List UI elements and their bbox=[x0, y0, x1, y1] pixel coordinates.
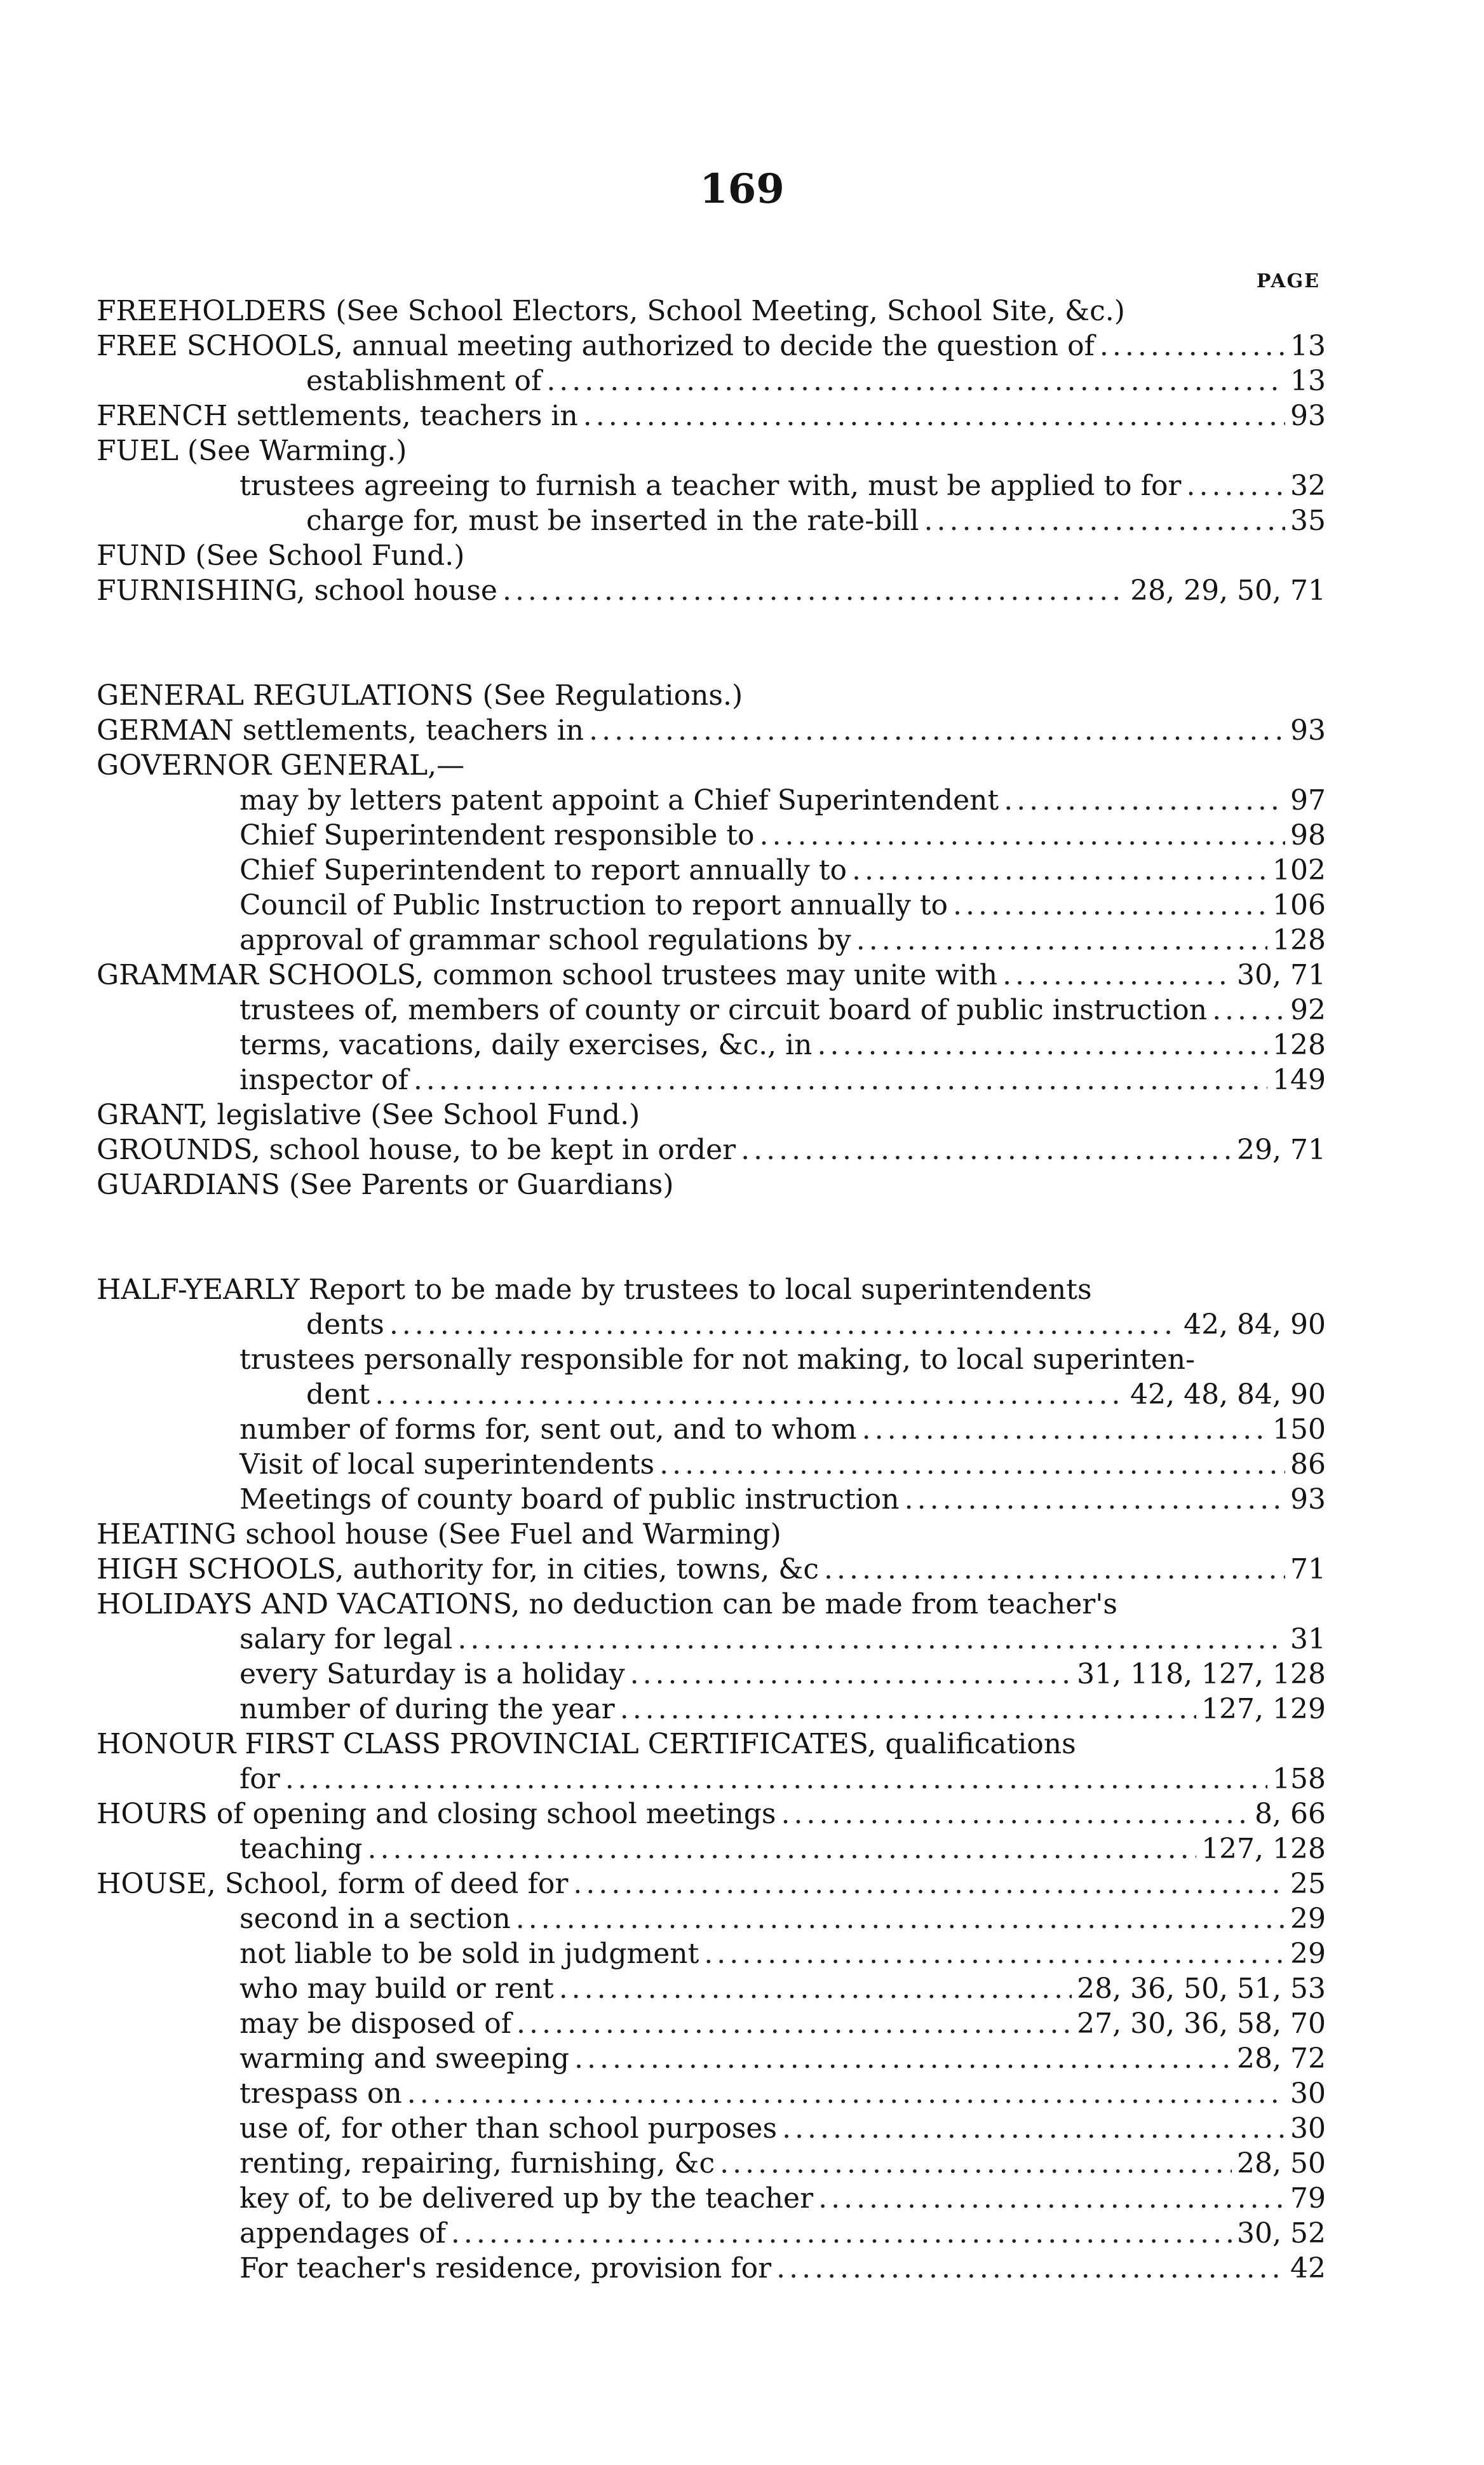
index-entry bbox=[97, 1727, 1326, 1762]
dot-leader bbox=[924, 503, 1286, 538]
index-entry-text: HOLIDAYS AND VACATIONS, no deduction can be made from teacher's bbox=[97, 1588, 1117, 1620]
index-entry-pages: 42 bbox=[1290, 2252, 1326, 2285]
dot-leader bbox=[760, 818, 1285, 853]
index-entry bbox=[97, 468, 1326, 503]
index-entry-pages: 106 bbox=[1272, 889, 1326, 921]
dot-leader bbox=[856, 923, 1267, 958]
index-entry-text: HEATING school house (See Fuel and Warming) bbox=[97, 1518, 781, 1551]
dot-leader bbox=[1186, 468, 1285, 503]
index-entry-text: appendages of bbox=[239, 2217, 446, 2250]
index-entry-text: salary for legal bbox=[239, 1623, 453, 1655]
index-entry-text: key of, to be delivered up by the teacher bbox=[239, 2182, 814, 2215]
dot-leader bbox=[824, 1552, 1285, 1587]
dot-leader bbox=[457, 1622, 1285, 1657]
index-entry-pages: 86 bbox=[1290, 1448, 1326, 1481]
index-entry-pages: 28, 50 bbox=[1237, 2147, 1326, 2180]
index-entry-pages: 28, 72 bbox=[1237, 2042, 1326, 2075]
dot-leader bbox=[862, 1412, 1267, 1447]
index-entry bbox=[97, 1063, 1326, 1097]
index-entry-text: teaching bbox=[239, 1833, 363, 1865]
index-entry-text: FREEHOLDERS (See School Electors, School Meeting, School Site, &c.) bbox=[97, 295, 1125, 327]
index-entry-text: who may build or rent bbox=[239, 1973, 554, 2005]
dot-leader bbox=[818, 1028, 1268, 1063]
index-entry-text: trustees agreeing to furnish a teacher with, must be applied to for bbox=[239, 470, 1182, 502]
index-entry-pages: 102 bbox=[1272, 854, 1326, 886]
index-entry-text: FUEL (See Warming.) bbox=[97, 435, 407, 467]
dot-leader bbox=[516, 2006, 1072, 2041]
index-entry-pages: 13 bbox=[1290, 330, 1326, 362]
index-entry bbox=[97, 1936, 1326, 1971]
index-entry bbox=[97, 748, 1326, 783]
index-entry-text: HALF-YEARLY Report to be made by trustees to local superintendents bbox=[97, 1273, 1092, 1306]
index-entry bbox=[97, 1132, 1326, 1167]
index-entry bbox=[97, 294, 1326, 329]
dot-leader bbox=[559, 1971, 1072, 2006]
index-entry bbox=[97, 398, 1326, 433]
index-entry-pages: 35 bbox=[1290, 505, 1326, 537]
index-entry-pages: 28, 36, 50, 51, 53 bbox=[1077, 1973, 1326, 2005]
index-entry-text: GRAMMAR SCHOOLS, common school trustees may unite with bbox=[97, 959, 998, 991]
index-entry-text: GRANT, legislative (See School Fund.) bbox=[97, 1099, 640, 1131]
dot-leader bbox=[953, 888, 1267, 923]
index-entry-text: GENERAL REGULATIONS (See Regulations.) bbox=[97, 679, 743, 712]
page-number: 169 bbox=[699, 165, 785, 213]
index-entry-text: GUARDIANS (See Parents or Guardians) bbox=[97, 1169, 674, 1201]
dot-leader bbox=[285, 1762, 1267, 1796]
index-entry bbox=[97, 1622, 1326, 1657]
index-entry-pages: 25 bbox=[1290, 1868, 1326, 1900]
dot-leader bbox=[720, 2146, 1232, 2181]
index-entry-pages: 31 bbox=[1290, 1623, 1326, 1655]
index-entry bbox=[97, 2076, 1326, 2111]
index-entry-pages: 29 bbox=[1290, 1903, 1326, 1935]
dot-leader bbox=[368, 1831, 1197, 1866]
index-entry-pages: 97 bbox=[1290, 784, 1326, 817]
dot-leader bbox=[407, 2076, 1285, 2111]
index-entry-text: Chief Superintendent to report annually to bbox=[239, 854, 847, 886]
page-column-header: PAGE bbox=[1256, 270, 1320, 292]
index-entry bbox=[97, 958, 1326, 993]
index-entry-text: Chief Superintendent responsible to bbox=[239, 819, 755, 852]
dot-leader bbox=[375, 1377, 1125, 1412]
index-entry-text: second in a section bbox=[239, 1903, 511, 1935]
index-entry-text: dents bbox=[306, 1308, 384, 1341]
index-entry-text: FRENCH settlements, teachers in bbox=[97, 400, 578, 432]
index-entry bbox=[97, 1377, 1326, 1412]
index-entry-text: may by letters patent appoint a Chief Superintendent bbox=[239, 784, 999, 817]
index-entry-pages: 28, 29, 50, 71 bbox=[1130, 574, 1326, 607]
index-entry-pages: 93 bbox=[1290, 400, 1326, 432]
index-entry-text: establishment of bbox=[306, 365, 542, 397]
index-entry bbox=[97, 2251, 1326, 2286]
index-entry bbox=[97, 2216, 1326, 2251]
index-entry-text: number of during the year bbox=[239, 1693, 615, 1725]
index-entry bbox=[97, 433, 1326, 468]
index-entry-pages: 32 bbox=[1290, 470, 1326, 502]
index-entry bbox=[97, 2111, 1326, 2146]
index-entry bbox=[97, 1762, 1326, 1796]
index-entry-text: warming and sweeping bbox=[239, 2042, 569, 2075]
index-entry-pages: 29, 71 bbox=[1237, 1134, 1326, 1166]
dot-leader bbox=[1100, 329, 1285, 363]
index-entry-pages: 150 bbox=[1272, 1413, 1326, 1446]
index-entry-text: FURNISHING, school house bbox=[97, 574, 497, 607]
dot-leader bbox=[1212, 993, 1285, 1028]
index-entry bbox=[97, 1657, 1326, 1692]
dot-leader bbox=[659, 1447, 1285, 1482]
index-entry-text: For teacher's residence, provision for bbox=[239, 2252, 772, 2285]
index-entry-pages: 79 bbox=[1290, 2182, 1326, 2215]
dot-leader bbox=[546, 363, 1285, 398]
index-entry-pages: 27, 30, 36, 58, 70 bbox=[1077, 2007, 1326, 2040]
index-entry bbox=[97, 329, 1326, 363]
index-entry-text: not liable to be sold in judgment bbox=[239, 1938, 699, 1970]
dot-leader bbox=[704, 1936, 1285, 1971]
index-entry-text: charge for, must be inserted in the rate-bill bbox=[306, 505, 919, 537]
dot-leader bbox=[852, 853, 1267, 888]
dot-leader bbox=[516, 1901, 1285, 1936]
dot-leader bbox=[776, 2251, 1285, 2286]
index-entry-text: HONOUR FIRST CLASS PROVINCIAL CERTIFICATES, qualifications bbox=[97, 1728, 1076, 1760]
index-entry-pages: 127, 129 bbox=[1201, 1693, 1326, 1725]
index-entry-text: Council of Public Instruction to report annually to bbox=[239, 889, 948, 921]
index-entry bbox=[97, 2181, 1326, 2216]
index-entry-text: may be disposed of bbox=[239, 2007, 512, 2040]
index-entry-text: trespass on bbox=[239, 2077, 402, 2110]
index-entry bbox=[97, 853, 1326, 888]
index-entry bbox=[97, 1517, 1326, 1552]
index-entry bbox=[97, 1587, 1326, 1622]
index-entry bbox=[97, 1901, 1326, 1936]
index-entry-pages: 8, 66 bbox=[1255, 1798, 1326, 1830]
index-entry-text: use of, for other than school purposes bbox=[239, 2112, 778, 2145]
index-entry bbox=[97, 1028, 1326, 1063]
index-entry bbox=[97, 1552, 1326, 1587]
index-entry-text: FUND (See School Fund.) bbox=[97, 540, 465, 572]
index-entry-pages: 158 bbox=[1272, 1763, 1326, 1795]
index-entry bbox=[97, 783, 1326, 818]
dot-leader bbox=[414, 1063, 1267, 1097]
index-entry-text: inspector of bbox=[239, 1064, 408, 1096]
dot-leader bbox=[818, 2181, 1285, 2216]
dot-leader bbox=[782, 2111, 1285, 2146]
index-entry-text: Visit of local superintendents bbox=[239, 1448, 655, 1481]
dot-leader bbox=[503, 573, 1125, 608]
index-entry bbox=[97, 923, 1326, 958]
index-entry-text: Meetings of county board of public instruction bbox=[239, 1483, 900, 1516]
index-entry bbox=[97, 678, 1326, 713]
dot-leader bbox=[781, 1796, 1250, 1831]
index-entry bbox=[97, 1412, 1326, 1447]
dot-leader bbox=[573, 1866, 1285, 1901]
index-entry bbox=[97, 818, 1326, 853]
index-entry bbox=[97, 1482, 1326, 1517]
index-entry bbox=[97, 1796, 1326, 1831]
dot-leader bbox=[741, 1132, 1232, 1167]
index-entry-text: renting, repairing, furnishing, &c bbox=[239, 2147, 715, 2180]
dot-leader bbox=[389, 1307, 1178, 1342]
index-entry bbox=[97, 2041, 1326, 2076]
index-entry bbox=[97, 538, 1326, 573]
index-entry-text: every Saturday is a holiday bbox=[239, 1658, 625, 1690]
index-entry-pages: 29 bbox=[1290, 1938, 1326, 1970]
index-entry bbox=[97, 1272, 1326, 1307]
dot-leader bbox=[1004, 783, 1285, 818]
index-entry bbox=[97, 363, 1326, 398]
index-entry-pages: 71 bbox=[1290, 1553, 1326, 1586]
dot-leader bbox=[620, 1692, 1196, 1727]
index-entry bbox=[97, 1866, 1326, 1901]
index-entry-pages: 30 bbox=[1290, 2077, 1326, 2110]
index-entry bbox=[97, 713, 1326, 748]
index-entry bbox=[97, 1167, 1326, 1202]
index-entry bbox=[97, 1831, 1326, 1866]
dot-leader bbox=[589, 713, 1285, 748]
dot-leader bbox=[451, 2216, 1232, 2251]
index-entry-text: GROUNDS, school house, to be kept in order bbox=[97, 1134, 736, 1166]
index-entry-pages: 13 bbox=[1290, 365, 1326, 397]
index-entry bbox=[97, 1307, 1326, 1342]
index-entry-pages: 149 bbox=[1272, 1064, 1326, 1096]
index-entry-pages: 30 bbox=[1290, 2112, 1326, 2145]
index-entry-pages: 92 bbox=[1290, 994, 1326, 1026]
index-entry bbox=[97, 1971, 1326, 2006]
index-entry-text: dent bbox=[306, 1378, 370, 1411]
index-list bbox=[97, 294, 1326, 2286]
index-entry-text: GERMAN settlements, teachers in bbox=[97, 714, 584, 747]
index-entry-text: number of forms for, sent out, and to whom bbox=[239, 1413, 857, 1446]
dot-leader bbox=[905, 1482, 1285, 1517]
index-entry-text: HIGH SCHOOLS, authority for, in cities, towns, &c bbox=[97, 1553, 819, 1586]
index-entry-pages: 93 bbox=[1290, 1483, 1326, 1516]
index-entry-text: trustees personally responsible for not making, to local superinten- bbox=[239, 1343, 1195, 1376]
dot-leader bbox=[630, 1657, 1072, 1692]
dot-leader bbox=[583, 398, 1285, 433]
index-entry-text: for bbox=[239, 1763, 280, 1795]
index-entry-pages: 98 bbox=[1290, 819, 1326, 852]
index-entry-text: GOVERNOR GENERAL,— bbox=[97, 749, 465, 782]
index-entry-pages: 30, 52 bbox=[1237, 2217, 1326, 2250]
index-entry bbox=[97, 1097, 1326, 1132]
index-entry-text: terms, vacations, daily exercises, &c., in bbox=[239, 1029, 813, 1061]
index-entry-pages: 128 bbox=[1272, 924, 1326, 956]
index-entry bbox=[97, 2146, 1326, 2181]
index-entry-text: HOURS of opening and closing school meetings bbox=[97, 1798, 776, 1830]
index-entry-pages: 93 bbox=[1290, 714, 1326, 747]
dot-leader bbox=[1002, 958, 1232, 993]
index-entry bbox=[97, 2006, 1326, 2041]
index-entry-pages: 42, 48, 84, 90 bbox=[1130, 1378, 1326, 1411]
index-entry bbox=[97, 573, 1326, 608]
index-entry-pages: 42, 84, 90 bbox=[1184, 1308, 1326, 1341]
index-entry-text: approval of grammar school regulations by bbox=[239, 924, 851, 956]
index-entry bbox=[97, 1447, 1326, 1482]
index-entry-pages: 127, 128 bbox=[1201, 1833, 1326, 1865]
index-entry-pages: 31, 118, 127, 128 bbox=[1077, 1658, 1326, 1690]
index-entry bbox=[97, 1692, 1326, 1727]
index-entry bbox=[97, 503, 1326, 538]
index-entry bbox=[97, 1342, 1326, 1377]
index-entry-text: HOUSE, School, form of deed for bbox=[97, 1868, 569, 1900]
index-entry bbox=[97, 888, 1326, 923]
index-entry-text: FREE SCHOOLS, annual meeting authorized to decide the question of bbox=[97, 330, 1095, 362]
index-entry-pages: 128 bbox=[1272, 1029, 1326, 1061]
dot-leader bbox=[574, 2041, 1232, 2076]
index-entry bbox=[97, 993, 1326, 1028]
index-entry-pages: 30, 71 bbox=[1237, 959, 1326, 991]
index-entry-text: trustees of, members of county or circuit board of public instruction bbox=[239, 994, 1208, 1026]
